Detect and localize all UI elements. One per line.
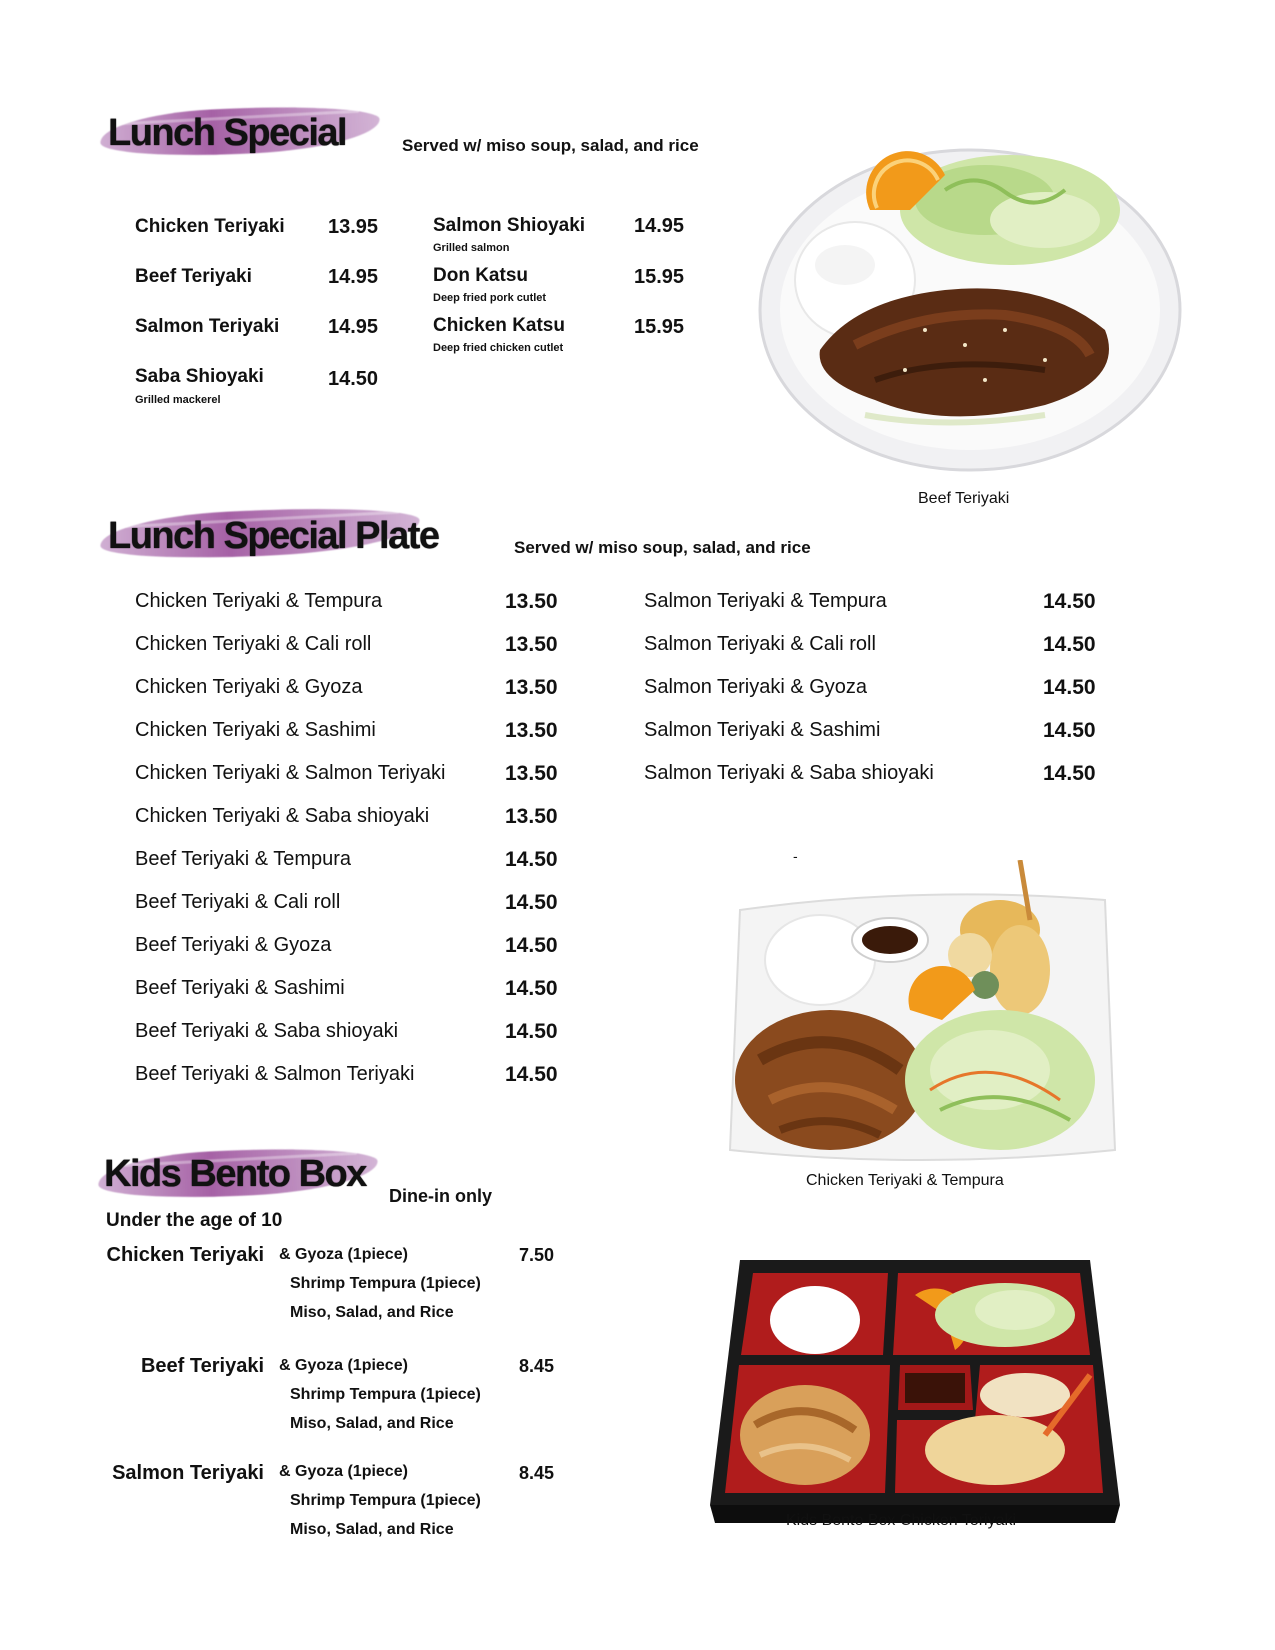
- plate-item-name: Salmon Teriyaki & Cali roll: [644, 633, 876, 655]
- menu-item-description: Grilled mackerel: [135, 394, 221, 406]
- menu-item-name: Saba Shioyaki: [135, 366, 264, 387]
- stray-dash: -: [793, 848, 798, 864]
- kids-item-detail: Miso, Salad, and Rice: [290, 1521, 454, 1538]
- plate-item-name: Chicken Teriyaki & Sashimi: [135, 719, 376, 741]
- kids-item-price: 8.45: [519, 1463, 555, 1483]
- plate-item-name: Beef Teriyaki & Cali roll: [135, 891, 341, 913]
- kids-item-detail: & Gyoza (1piece): [279, 1246, 408, 1263]
- plate-item-price: 14.50: [505, 1020, 558, 1043]
- plate-item-price: 14.50: [505, 934, 558, 957]
- kids-item-detail: Miso, Salad, and Rice: [290, 1415, 454, 1432]
- plate-item-price: 14.50: [505, 1063, 558, 1086]
- menu-item-name: Chicken Katsu: [433, 315, 565, 336]
- plate-item-price: 14.50: [505, 977, 558, 1000]
- menu-item-price: 14.95: [328, 266, 379, 288]
- plate-item-price: 13.50: [505, 633, 558, 656]
- kids-item-name: Chicken Teriyaki: [106, 1244, 264, 1266]
- kids-item-detail: & Gyoza (1piece): [279, 1357, 408, 1374]
- beef-teriyaki-photo: [745, 130, 1185, 480]
- menu-item-price: 14.95: [634, 215, 685, 237]
- kids-item-name: Beef Teriyaki: [140, 1355, 264, 1377]
- plate-item-price: 13.50: [505, 590, 558, 613]
- plate-item-price: 14.50: [505, 891, 558, 914]
- kids-bento-tag: Dine-in only: [389, 1186, 492, 1206]
- plate-item-price: 14.50: [1043, 719, 1096, 742]
- plate-item-name: Chicken Teriyaki & Saba shioyaki: [135, 805, 430, 827]
- plate-item-name: Beef Teriyaki & Sashimi: [135, 977, 345, 999]
- plate-item-price: 14.50: [1043, 676, 1096, 699]
- plate-item-name: Beef Teriyaki & Tempura: [135, 848, 352, 870]
- menu-item-name: Salmon Shioyaki: [433, 215, 586, 236]
- lunch-special-subtitle: Served w/ miso soup, salad, and rice: [402, 136, 699, 155]
- lunch-special-plate-subtitle: Served w/ miso soup, salad, and rice: [514, 538, 811, 557]
- lunch-special-plate-title: Lunch Special Plate: [108, 515, 439, 557]
- kids-item-detail: Shrimp Tempura (1piece): [290, 1386, 481, 1403]
- beef-teriyaki-caption: Beef Teriyaki: [918, 490, 1010, 507]
- plate-item-price: 13.50: [505, 719, 558, 742]
- kids-item-name: Salmon Teriyaki: [112, 1462, 264, 1484]
- menu-item-price: 14.95: [328, 316, 379, 338]
- plate-item-price: 14.50: [1043, 590, 1096, 613]
- kids-bento-box-photo: [705, 1255, 1125, 1525]
- menu-item-description: Grilled salmon: [433, 242, 510, 254]
- lunch-special-title: Lunch Special: [108, 112, 347, 154]
- plate-item-price: 13.50: [505, 805, 558, 828]
- plate-item-name: Chicken Teriyaki & Cali roll: [135, 633, 372, 655]
- menu-item-description: Deep fried chicken cutlet: [433, 342, 564, 354]
- kids-item-price: 7.50: [519, 1245, 555, 1265]
- chicken-tempura-caption: Chicken Teriyaki & Tempura: [806, 1172, 1004, 1189]
- kids-bento-age-note: Under the age of 10: [106, 1210, 283, 1231]
- plate-item-name: Beef Teriyaki & Gyoza: [135, 934, 332, 956]
- plate-item-name: Salmon Teriyaki & Gyoza: [644, 676, 868, 698]
- plate-item-name: Chicken Teriyaki & Tempura: [135, 590, 383, 612]
- plate-item-name: Beef Teriyaki & Salmon Teriyaki: [135, 1063, 415, 1085]
- plate-item-name: Beef Teriyaki & Saba shioyaki: [135, 1020, 399, 1042]
- menu-item-price: 15.95: [634, 266, 685, 288]
- plate-item-name: Chicken Teriyaki & Salmon Teriyaki: [135, 762, 446, 784]
- plate-item-name: Salmon Teriyaki & Sashimi: [644, 719, 881, 741]
- kids-bento-title: Kids Bento Box: [104, 1153, 366, 1195]
- chicken-tempura-photo: [720, 860, 1120, 1170]
- plate-item-price: 13.50: [505, 676, 558, 699]
- menu-item-name: Don Katsu: [433, 265, 528, 286]
- menu-item-price: 14.50: [328, 368, 379, 390]
- kids-item-detail: & Gyoza (1piece): [279, 1463, 408, 1480]
- kids-item-price: 8.45: [519, 1356, 555, 1376]
- menu-item-price: 15.95: [634, 316, 685, 338]
- plate-item-name: Chicken Teriyaki & Gyoza: [135, 676, 363, 698]
- menu-item-name: Salmon Teriyaki: [135, 316, 280, 337]
- plate-item-price: 13.50: [505, 762, 558, 785]
- plate-item-price: 14.50: [505, 848, 558, 871]
- menu-item-description: Deep fried pork cutlet: [433, 292, 547, 304]
- plate-item-price: 14.50: [1043, 633, 1096, 656]
- plate-item-name: Salmon Teriyaki & Tempura: [644, 590, 887, 612]
- menu-item-price: 13.95: [328, 216, 379, 238]
- menu-item-name: Chicken Teriyaki: [135, 216, 285, 237]
- kids-item-detail: Shrimp Tempura (1piece): [290, 1275, 481, 1292]
- plate-item-name: Salmon Teriyaki & Saba shioyaki: [644, 762, 934, 784]
- plate-item-price: 14.50: [1043, 762, 1096, 785]
- kids-item-detail: Shrimp Tempura (1piece): [290, 1492, 481, 1509]
- menu-item-name: Beef Teriyaki: [135, 266, 252, 287]
- kids-bento-caption: Kids Bento Box Chicken Teriyaki: [786, 1512, 1017, 1529]
- kids-item-detail: Miso, Salad, and Rice: [290, 1304, 454, 1321]
